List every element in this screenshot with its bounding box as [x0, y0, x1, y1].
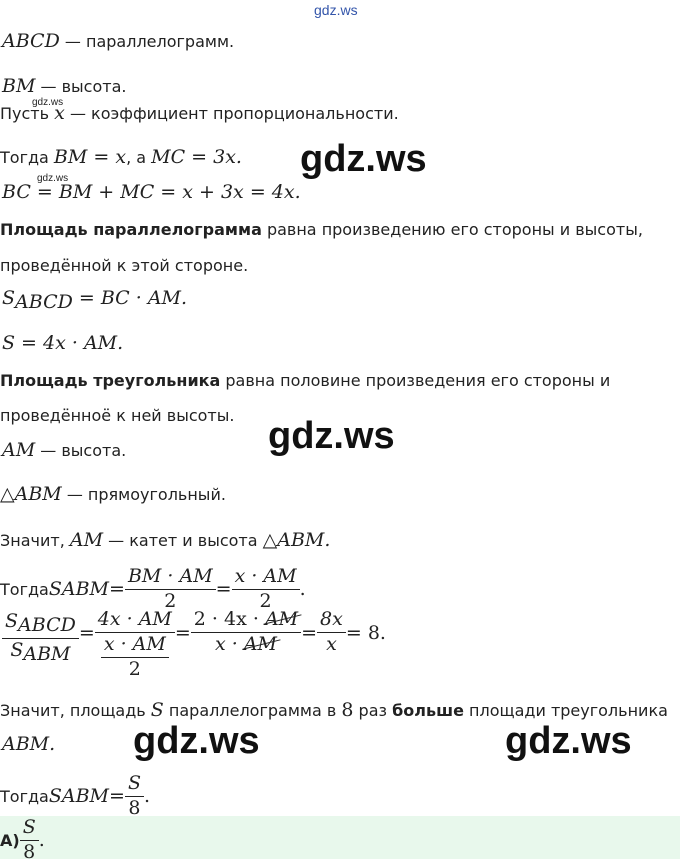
rule-line: Площадь параллелограмма равна произведению его стороны и высоты, — [0, 220, 643, 239]
conclusion-line: Значит, площадь S параллелограмма в 8 раз больше площади треугольника — [0, 699, 668, 721]
watermark-large: gdz.ws — [268, 415, 395, 457]
answer-label: А) — [0, 830, 20, 850]
conclusion-line: ABM. — [2, 733, 56, 755]
equation-line: $\frac{S_{ABCD}}{S_{ABM}}$ = $\frac{4x \cdot AM}{\frac{x \cdot AM}{2}}$ = $\frac{2 \cdot 4x \cdot AM}{x \cdot AM}$ = $\frac{8x}{x}$ = 8. — [2, 608, 386, 681]
watermark-top: gdz.ws — [314, 2, 358, 18]
watermark-large: gdz.ws — [300, 138, 427, 180]
fraction: $\frac{x \cdot AM}{2}$ — [101, 633, 169, 682]
watermark-small: gdz.ws — [37, 173, 69, 184]
fraction: $\frac{4x \cdot AM}{\frac{x \cdot AM}{2}}$ — [95, 608, 175, 681]
fraction: $\frac{S}{8}$ — [125, 772, 144, 821]
rule-line: Площадь треугольника равна половине произведения его стороны и — [0, 371, 611, 390]
answer-line: А) $\frac{S}{8}$ . — [0, 816, 45, 863]
watermark-small: gdz.ws — [32, 97, 64, 108]
fraction: $\frac{S_{ABCD}}{S_{ABM}}$ — [2, 610, 79, 667]
fraction: $\frac{2 \cdot 4x \cdot AM}{x \cdot AM}$ — [191, 608, 301, 657]
equation-line: Тогда S ABM = $\frac{BM \cdot AM}{2}$ = $\frac{x \cdot AM}{2}$ . — [0, 565, 306, 612]
equation-line: S = 4x · AM. — [2, 332, 124, 354]
statement-line: BM — высота. — [2, 75, 127, 97]
rule-line: проведённоё к ней высоты. — [0, 406, 235, 425]
statement-line: ABCD — параллелограмм. — [2, 30, 235, 52]
fraction: $\frac{x \cdot AM}{2}$ — [232, 565, 300, 614]
equation-line: Тогда S ABM = $\frac{S}{8}$ . — [0, 772, 151, 819]
statement-line: Значит, AM — катет и высота △ABM. — [0, 529, 331, 551]
fraction: $\frac{BM \cdot AM}{2}$ — [125, 565, 216, 614]
answer-highlight — [0, 816, 680, 859]
statement-line: Пусть x — коэффициент пропорциональности. — [0, 102, 399, 124]
fraction: $\frac{8x}{x}$ — [317, 608, 346, 657]
statement-line: △ABM — прямоугольный. — [0, 483, 226, 505]
equation-line: $S_{ABCD}$ = BC · AM. — [2, 287, 188, 314]
equation-line: BC = BM + MC = x + 3x = 4x. — [2, 181, 301, 203]
statement-line: AM — высота. — [2, 439, 127, 461]
watermark-large: gdz.ws — [133, 720, 260, 762]
fraction: $\frac{S}{8}$ — [20, 816, 39, 865]
statement-line: Тогда BM = x, а MC = 3x. — [0, 146, 242, 168]
watermark-large: gdz.ws — [505, 720, 632, 762]
rule-line: проведённой к этой стороне. — [0, 256, 249, 275]
